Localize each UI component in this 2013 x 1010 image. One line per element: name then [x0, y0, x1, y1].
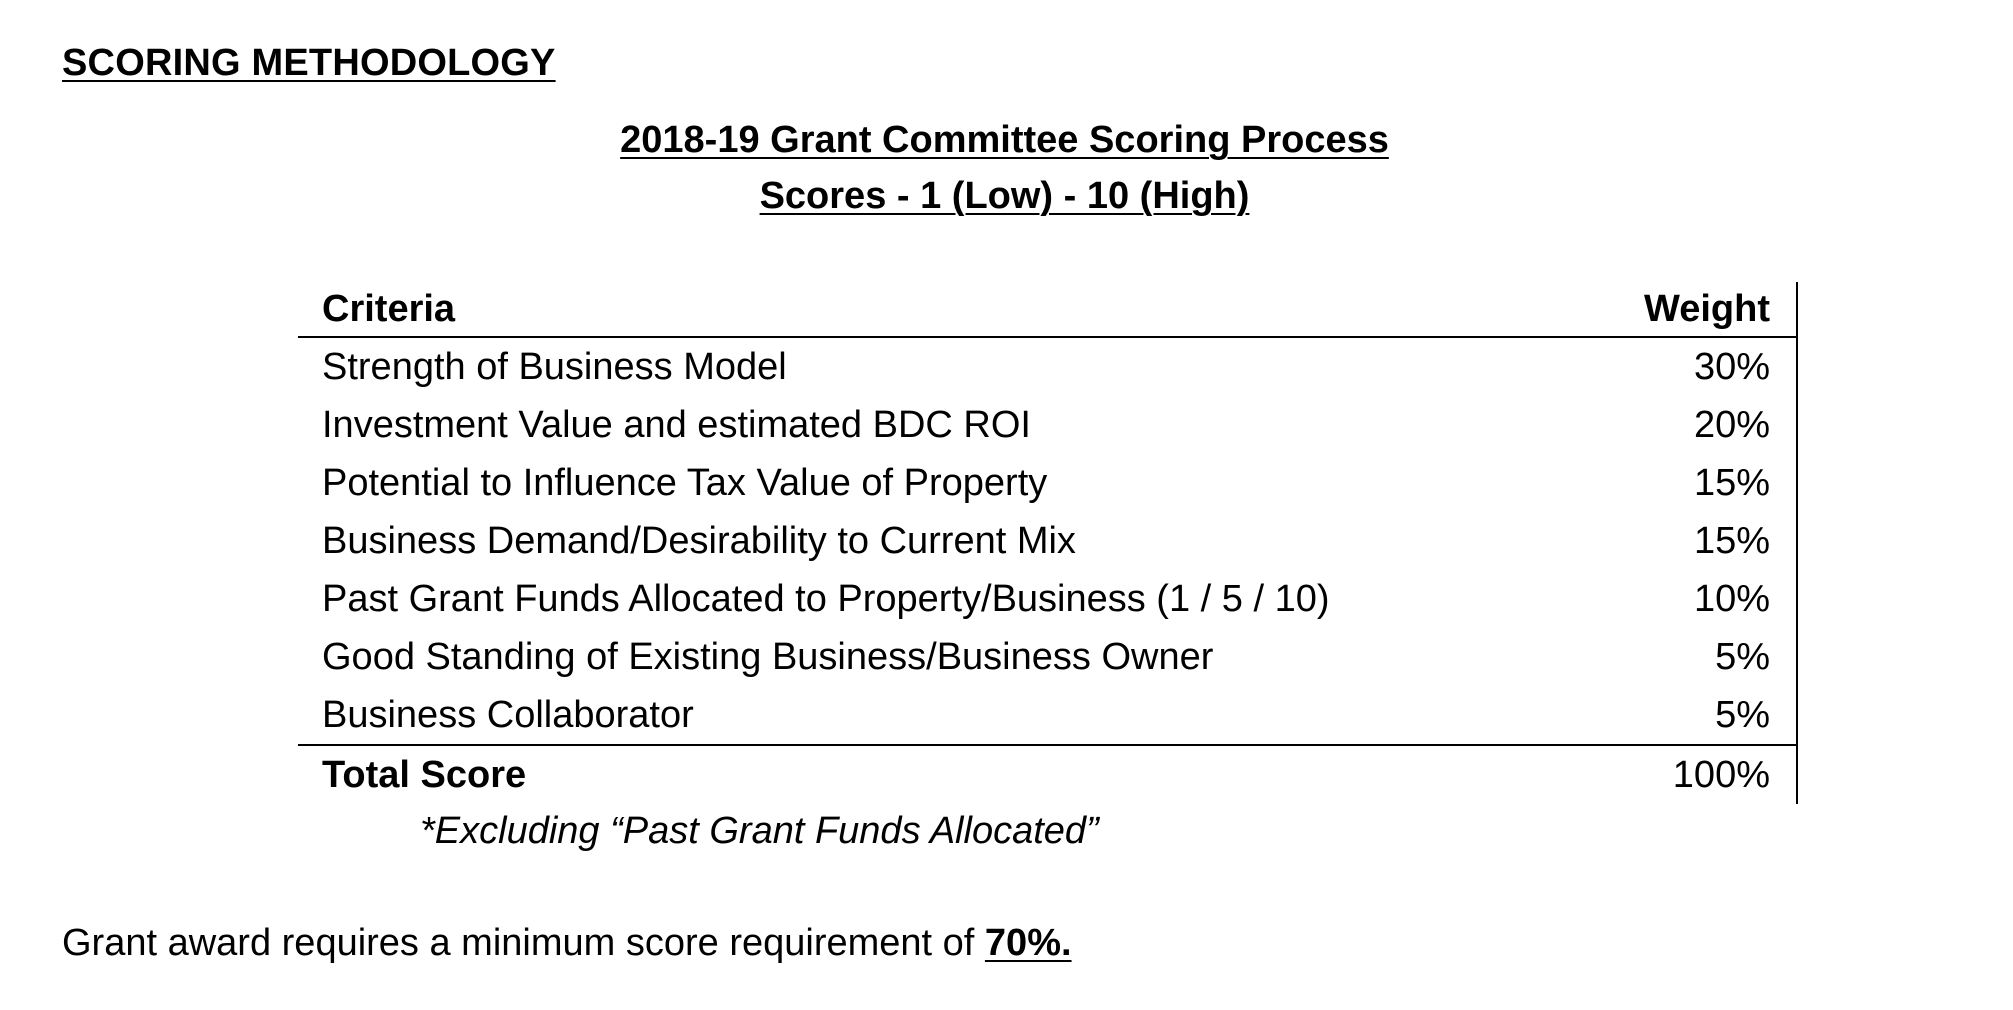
section-heading: SCORING METHODOLOGY	[62, 42, 556, 84]
criteria-cell: Business Demand/Desirability to Current Mix	[322, 520, 1076, 562]
criteria-table	[298, 282, 1798, 804]
criteria-cell: Business Collaborator	[322, 694, 694, 736]
table-row	[298, 337, 1797, 396]
total-weight: 100%	[1546, 745, 1797, 804]
criteria-cell: Past Grant Funds Allocated to Property/Business (1 / 5 / 10)	[322, 578, 1330, 620]
table-header-row	[298, 282, 1797, 337]
weight-cell: 15%	[1546, 454, 1797, 512]
document-title: 2018-19 Grant Committee Scoring Process	[620, 119, 1389, 161]
table-row	[298, 396, 1797, 454]
criteria-cell: Potential to Influence Tax Value of Property	[322, 462, 1048, 504]
weight-cell: 5%	[1546, 686, 1797, 745]
requirement-note	[62, 922, 1072, 965]
footnote: *Excluding “Past Grant Funds Allocated”	[420, 810, 1099, 852]
criteria-column-header: Criteria	[322, 288, 456, 330]
table-row	[298, 454, 1797, 512]
requirement-text: Grant award requires a minimum score requirement of	[62, 922, 985, 964]
table-row	[298, 570, 1797, 628]
criteria-cell: Strength of Business Model	[322, 346, 787, 388]
weight-column-header: Weight	[1546, 282, 1797, 337]
criteria-cell: Good Standing of Existing Business/Business Owner	[322, 636, 1214, 678]
weight-cell: 5%	[1546, 628, 1797, 686]
minimum-score: 70%.	[984, 922, 1072, 964]
criteria-cell: Investment Value and estimated BDC ROI	[322, 404, 1031, 446]
total-label: Total Score	[322, 754, 527, 796]
table-row	[298, 512, 1797, 570]
score-scale-subtitle: Scores - 1 (Low) - 10 (High)	[759, 175, 1250, 217]
total-row	[298, 745, 1797, 804]
weight-cell: 20%	[1546, 396, 1797, 454]
weight-cell: 10%	[1546, 570, 1797, 628]
weight-cell: 30%	[1546, 337, 1797, 396]
weight-cell: 15%	[1546, 512, 1797, 570]
table-row	[298, 686, 1797, 745]
table-row	[298, 628, 1797, 686]
